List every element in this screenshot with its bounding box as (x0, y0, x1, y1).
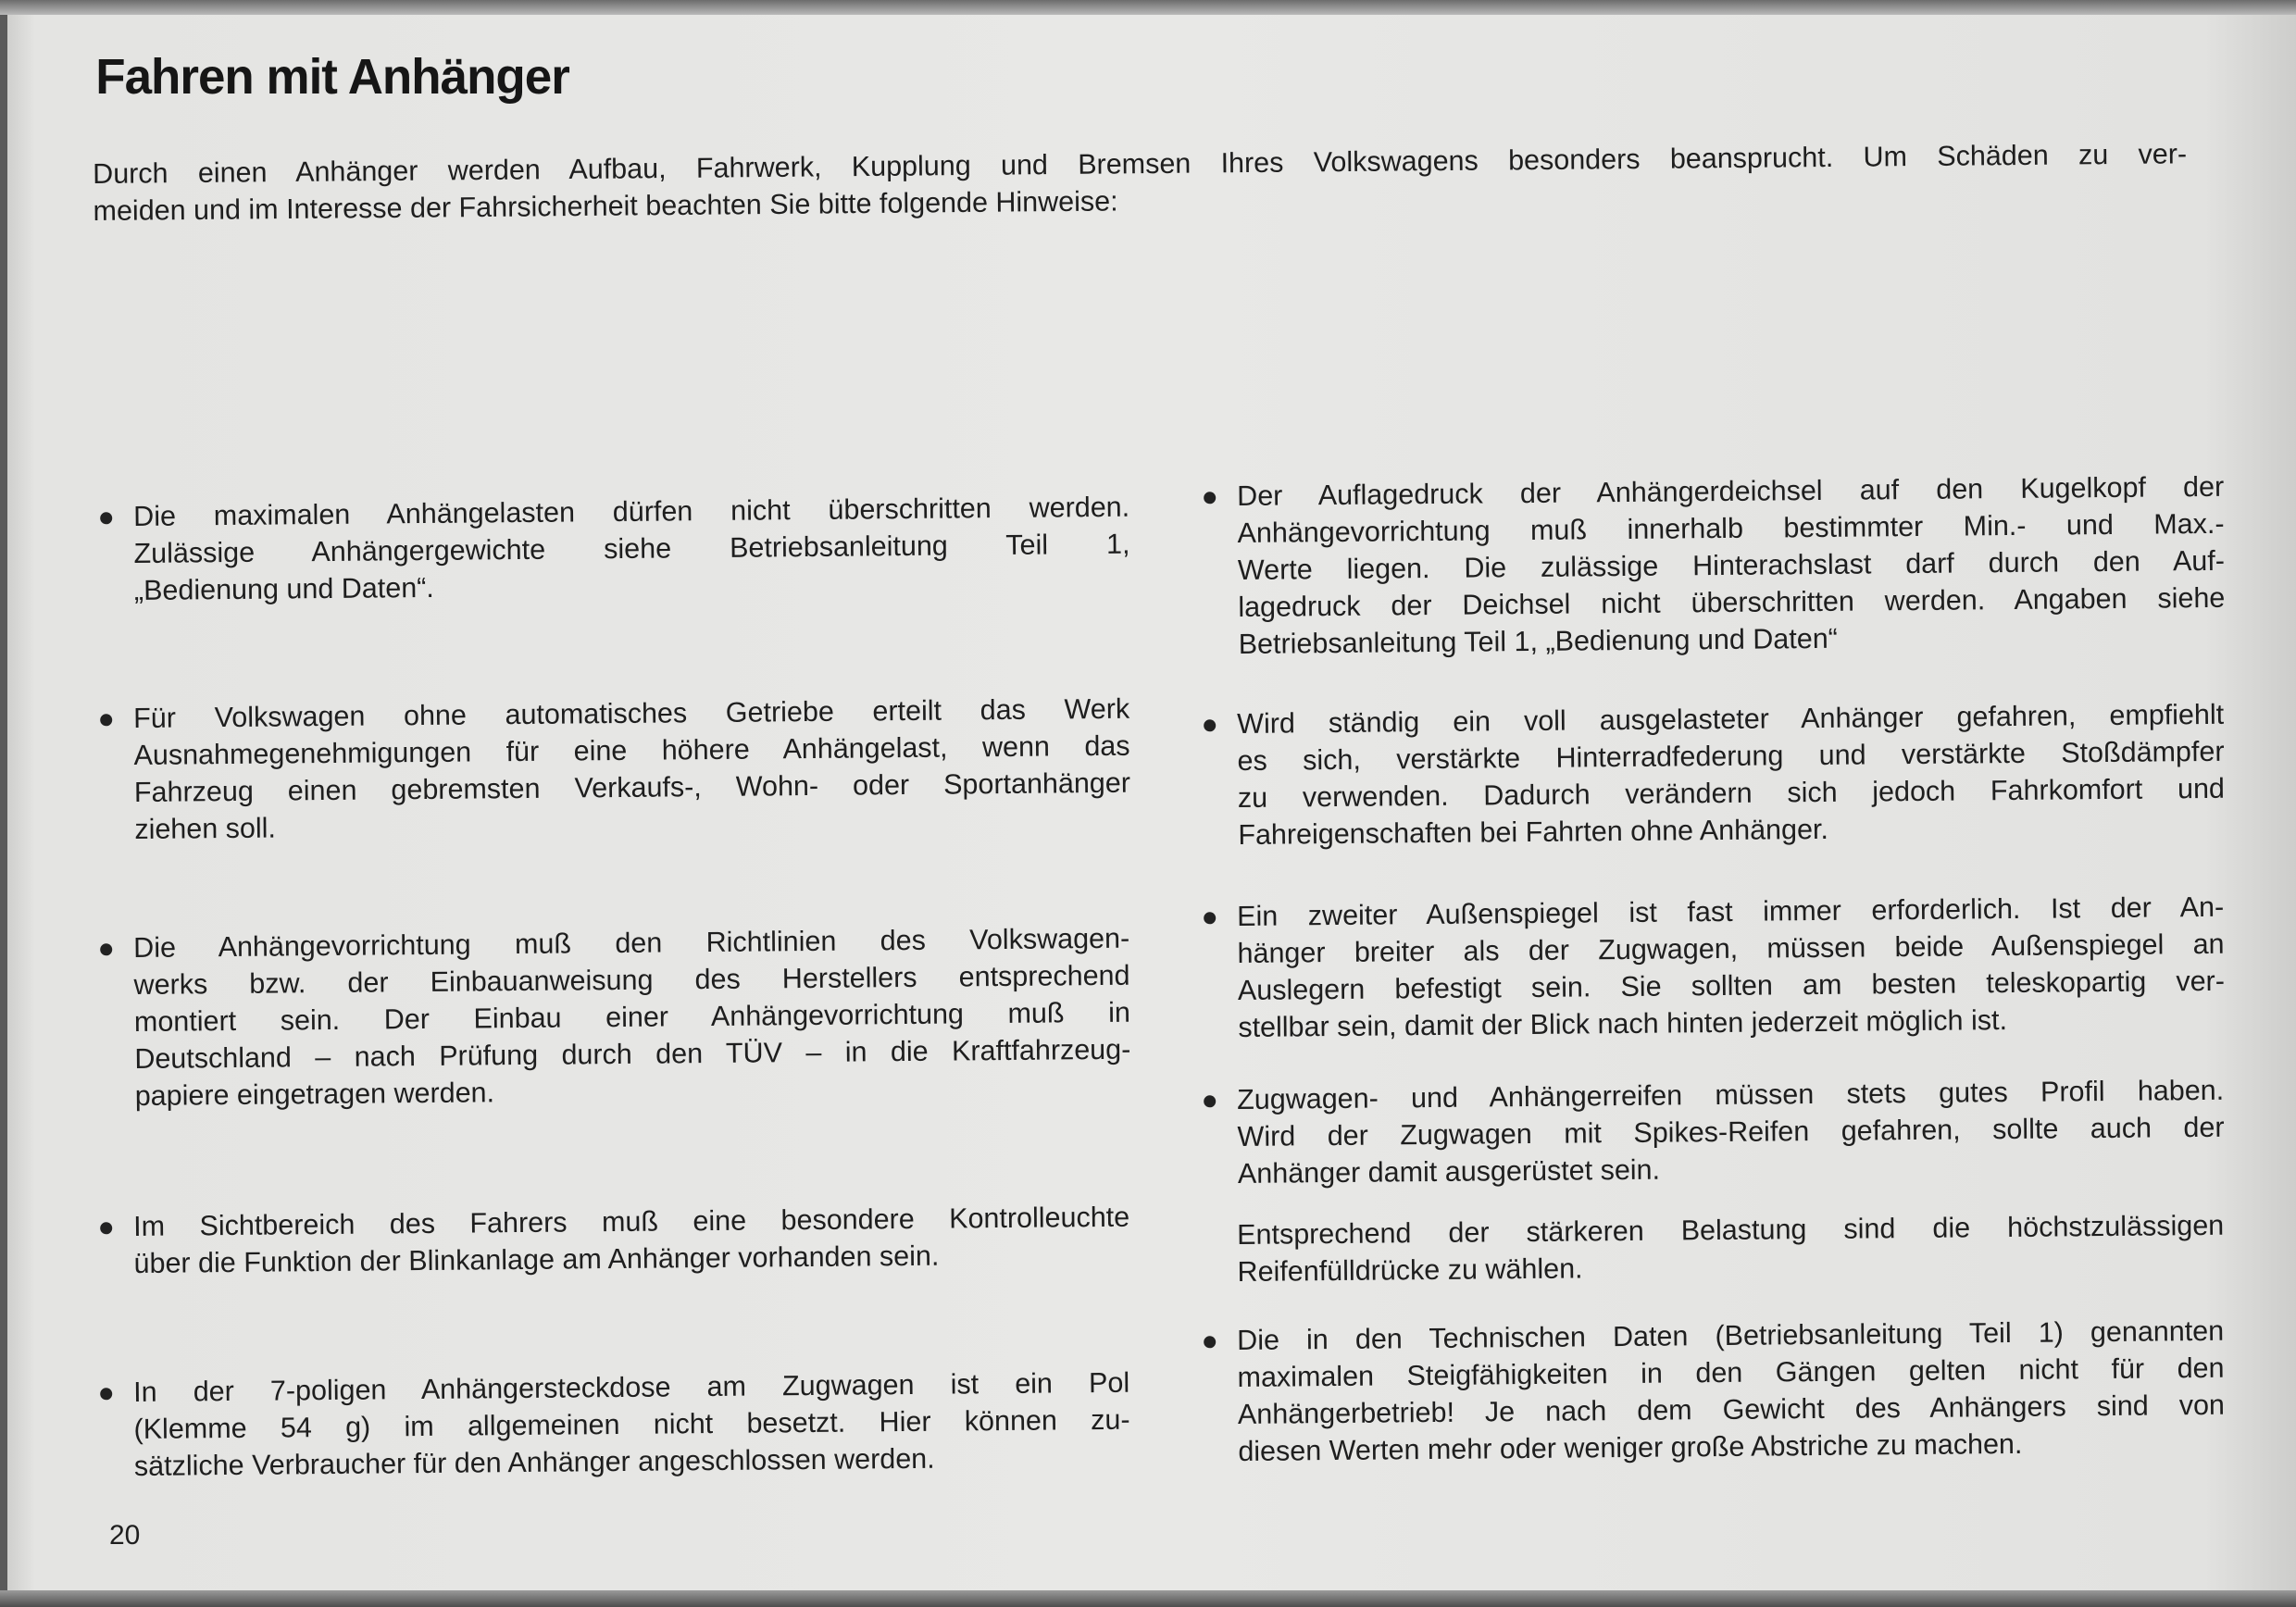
page-title: Fahren mit Anhänger (95, 49, 569, 105)
text-line: Zugwagen- und Anhängerreifen müssen stets gutes Profil haben. (1237, 1074, 2225, 1115)
text-line: diesen Werten mehr oder weniger große Abstriche zu machen. (1238, 1427, 2023, 1467)
scan-bottom-edge (0, 1590, 2296, 1607)
text-line: werks bzw. der Einbauanweisung des Herstellers entsprechend (133, 959, 1130, 1001)
text-line: Anhängerbetrieb! Je nach dem Gewicht des Anhängers sind von (1237, 1389, 2226, 1430)
text-line: Zulässige Anhängergewichte siehe Betriebsanleitung Teil 1, (133, 528, 1130, 569)
bullet-item (133, 489, 1130, 609)
bullet-icon (1204, 1336, 1216, 1348)
text-line: „Bedienung und Daten“. (133, 571, 434, 606)
text-line: Fahrzeug einen gebremsten Verkaufs-, Wohn- oder Sportanhänger (133, 766, 1131, 808)
text-line: hänger breiter als der Zugwagen, müssen beide Außenspiegel an (1237, 928, 2225, 969)
text-line: Wird der Zugwagen mit Spikes-Reifen gefahren, sollte auch der (1237, 1111, 2225, 1152)
text-line: über die Funktion der Blinkanlage am Anhänger vorhanden sein. (133, 1240, 940, 1279)
bullet-icon (100, 1222, 112, 1234)
bullet-item (1237, 889, 2225, 1046)
bullet-item (1237, 468, 2226, 663)
text-line: Die in den Technischen Daten (Betriebsanleitung Teil 1) genannten (1237, 1314, 2225, 1356)
bullet-icon (100, 714, 112, 726)
text-line: es sich, verstärkte Hinterradfederung und verstärkte Stoßdämpfer (1237, 735, 2225, 777)
bullet-item (1237, 1313, 2225, 1470)
scan-top-edge (0, 0, 2296, 15)
bullet-item (133, 1199, 1130, 1282)
text-line: stellbar sein, damit der Blick nach hinten jederzeit möglich ist. (1238, 1004, 2008, 1043)
text-line: (Klemme 54 g) im allgemeinen nicht besetzt. Hier können zu- (133, 1403, 1130, 1445)
text-line: Deutschland – nach Prüfung durch den TÜV – in die Kraftfahrzeug- (134, 1033, 1131, 1075)
text-line: Durch einen Anhänger werden Aufbau, Fahrwerk, Kupplung und Bremsen Ihres Volkswagens besonders beansprucht. Um Schäden zu ver- (93, 138, 2188, 190)
paragraph (1237, 1207, 2225, 1290)
text-line: montiert sein. Der Einbau einer Anhängevorrichtung muß in (133, 996, 1131, 1038)
page-number: 20 (109, 1520, 141, 1551)
text-line: Werte liegen. Die zulässige Hinterachslast darf durch den Auf- (1237, 544, 2226, 586)
text-line: papiere eingetragen werden. (134, 1077, 495, 1112)
text-line: Die Anhängevorrichtung muß den Richtlinien des Volkswagen- (133, 922, 1130, 964)
text-line: meiden und im Interesse der Fahrsicherheit beachten Sie bitte folgende Hinweise: (93, 185, 1118, 227)
text-line: Ausnahmegenehmigungen für eine höhere Anhängelast, wenn das (133, 729, 1130, 771)
text-line: In der 7-poligen Anhängersteckdose am Zugwagen ist ein Pol (133, 1366, 1130, 1408)
bullet-item (133, 1364, 1130, 1485)
bullet-icon (1204, 719, 1216, 731)
text-line: sätzliche Verbraucher für den Anhänger angeschlossen werden. (133, 1442, 935, 1482)
bullet-icon (100, 1388, 112, 1400)
text-line: Anhängevorrichtung muß innerhalb bestimmter Min.- und Max.- (1237, 507, 2225, 549)
bullet-icon (1204, 912, 1216, 924)
text-line: Betriebsanleitung Teil 1, „Bedienung und Daten“ (1238, 622, 1839, 660)
text-line: Auslegern befestigt sein. Sie sollten am besten teleskopartig ver- (1237, 965, 2226, 1006)
text-line: Die maximalen Anhängelasten dürfen nicht überschritten werden. (133, 491, 1130, 532)
text-line: Anhänger damit ausgerüstet sein. (1237, 1153, 1661, 1190)
text-line: Wird ständig ein voll ausgelasteter Anhänger gefahren, empfiehlt (1237, 698, 2225, 740)
text-line: zu verwenden. Dadurch verändern sich jedoch Fahrkomfort und (1237, 772, 2226, 814)
text-line: Für Volkswagen ohne automatisches Getriebe erteilt das Werk (133, 692, 1130, 734)
text-line: Entsprechend der stärkeren Belastung sind die höchstzulässigen (1237, 1209, 2225, 1251)
text-line: Der Auflagedruck der Anhängerdeichsel auf den Kugelkopf der (1237, 470, 2225, 512)
text-line: lagedruck der Deichsel nicht überschritten werden. Angaben siehe (1238, 581, 2226, 623)
text-line: Im Sichtbereich des Fahrers muß eine besondere Kontrolleuchte (133, 1201, 1130, 1242)
text-line: Ein zweiter Außenspiegel ist fast immer erforderlich. Ist der An- (1237, 891, 2225, 932)
bullet-icon (1204, 492, 1216, 504)
bullet-item (133, 920, 1131, 1115)
bullet-item (1237, 1072, 2225, 1192)
text-line: Fahreigenschaften bei Fahrten ohne Anhänger. (1238, 813, 1829, 851)
text-line: maximalen Steigfähigkeiten in den Gängen gelten nicht für den (1237, 1352, 2225, 1393)
text-line: Reifenfülldrücke zu wählen. (1237, 1252, 1583, 1288)
bullet-icon (100, 512, 112, 524)
bullet-item (133, 691, 1130, 848)
bullet-icon (1204, 1095, 1216, 1107)
bullet-item (1237, 696, 2225, 853)
bullet-icon (100, 943, 112, 955)
text-line: ziehen soll. (134, 812, 277, 845)
